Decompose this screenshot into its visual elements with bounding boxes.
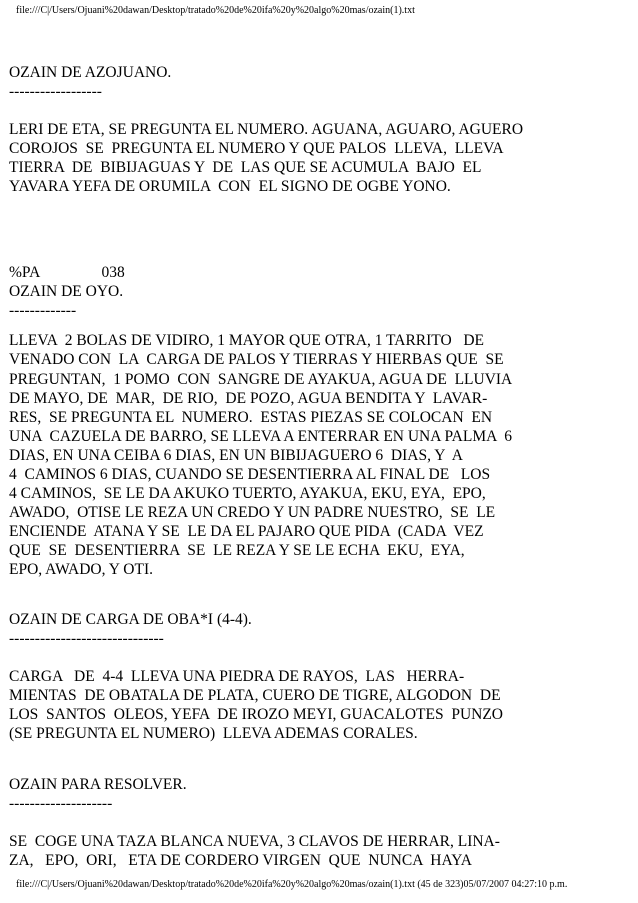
text-line: CARGA DE 4-4 LLEVA UNA PIEDRA DE RAYOS, LAS HERRA- xyxy=(9,668,465,685)
text-line: DIAS, EN UNA CEIBA 6 DIAS, EN UN BIBIJAGUERO 6 DIAS, Y A xyxy=(9,447,463,464)
section-title: OZAIN DE CARGA DE OBA*I (4-4). xyxy=(9,611,252,628)
text-line: YAVARA YEFA DE ORUMILA CON EL SIGNO DE OGBE YONO. xyxy=(9,178,451,195)
divider-line: ------------- xyxy=(9,302,77,319)
text-line: SE COGE UNA TAZA BLANCA NUEVA, 3 CLAVOS DE HERRAR, LINA- xyxy=(9,833,500,850)
text-line: 4 CAMINOS, SE LE DA AKUKO TUERTO, AYAKUA, EKU, EYA, EPO, xyxy=(9,485,486,502)
text-line: (SE PREGUNTA EL NUMERO) LLEVA ADEMAS CORALES. xyxy=(9,725,418,742)
text-line: LOS SANTOS OLEOS, YEFA DE IROZO MEYI, GUACALOTES PUNZO xyxy=(9,706,504,723)
text-line: TIERRA DE BIBIJAGUAS Y DE LAS QUE SE ACUMULA BAJO EL xyxy=(9,159,482,176)
divider-line: -------------------- xyxy=(9,795,113,812)
text-line: PREGUNTAN, 1 POMO CON SANGRE DE AYAKUA, AGUA DE LLUVIA xyxy=(9,371,513,388)
text-line: ENCIENDE ATANA Y SE LE DA EL PAJARO QUE PIDA (CADA VEZ xyxy=(9,523,484,540)
text-line: COROJOS SE PREGUNTA EL NUMERO Y QUE PALOS LLEVA, LLEVA xyxy=(9,140,504,157)
text-line: UNA CAZUELA DE BARRO, SE LLEVA A ENTERRAR EN UNA PALMA 6 xyxy=(9,428,512,445)
text-line: VENADO CON LA CARGA DE PALOS Y TIERRAS Y HIERBAS QUE SE xyxy=(9,351,504,368)
text-line: QUE SE DESENTIERRA SE LE REZA Y SE LE ECHA EKU, EYA, xyxy=(9,542,465,559)
divider-line: ------------------------------ xyxy=(9,630,164,647)
text-line: MIENTAS DE OBATALA DE PLATA, CUERO DE TIGRE, ALGODON DE xyxy=(9,687,501,704)
section-title: OZAIN PARA RESOLVER. xyxy=(9,776,187,793)
text-line: ZA, EPO, ORI, ETA DE CORDERO VIRGEN QUE NUNCA HAYA xyxy=(9,852,472,869)
text-line: EPO, AWADO, Y OTI. xyxy=(9,561,153,578)
divider-line: ------------------ xyxy=(9,83,102,100)
text-line: 4 CAMINOS 6 DIAS, CUANDO SE DESENTIERRA AL FINAL DE LOS xyxy=(9,466,491,483)
section-title: OZAIN DE OYO. xyxy=(9,283,124,300)
text-line: LERI DE ETA, SE PREGUNTA EL NUMERO. AGUANA, AGUARO, AGUERO xyxy=(9,121,524,138)
page-marker: %PA 038 xyxy=(9,264,125,281)
text-line: RES, SE PREGUNTA EL NUMERO. ESTAS PIEZAS SE COLOCAN EN xyxy=(9,409,493,426)
text-line: AWADO, OTISE LE REZA UN CREDO Y UN PADRE NUESTRO, SE LE xyxy=(9,504,496,521)
text-line: LLEVA 2 BOLAS DE VIDIRO, 1 MAYOR QUE OTRA, 1 TARRITO DE xyxy=(9,332,484,349)
text-line: DE MAYO, DE MAR, DE RIO, DE POZO, AGUA BENDITA Y LAVAR- xyxy=(9,390,488,407)
section-title: OZAIN DE AZOJUANO. xyxy=(9,64,172,81)
file-path-header: file:///C|/Users/Ojuani%20dawan/Desktop/tratado%20de%20ifa%20y%20algo%20mas/ozain(1).txt xyxy=(16,5,415,16)
file-path-footer: file:///C|/Users/Ojuani%20dawan/Desktop/tratado%20de%20ifa%20y%20algo%20mas/ozain(1).txt (45 de 323)05/07/2007 04:27:10 p.m. xyxy=(16,879,568,890)
